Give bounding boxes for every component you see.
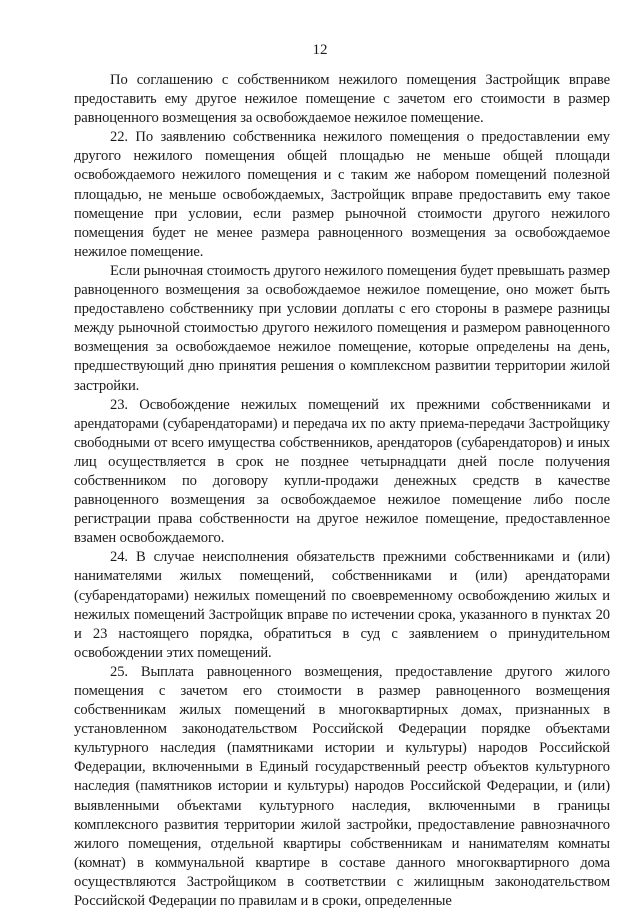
paragraph-exchange-agreement: По соглашению с собственником нежилого помещения Застройщик вправе предоставить ему другое нежилое помещение с зачетом его стоимости в размер равноценного возмещения за освобождаемое нежилое помещение. (74, 72, 610, 127)
page-number: 12 (312, 42, 328, 58)
paragraph-clause-22: 22. По заявлению собственника нежилого помещения о предоставлении ему другого нежилого помещения общей площадью не меньше общей площади освобождаемого нежилого помещения и с таким же набором помещений полезной площадью, не меньше освобождаемых, Застройщик вправе предоставить ему такое помещение при условии, если размер рыночной стоимости другого нежилого помещения будет не менее размера равноценного возмещения за освобождаемое нежилое помещение. (74, 129, 610, 260)
paragraph-clause-23: 23. Освобождение нежилых помещений их прежними собственниками и арендаторами (субарендаторами) и передача их по акту приема-передачи Застройщику свободными от всего имущества собственников, арендаторов (субарендаторов) и иных лиц осуществляется в срок не позднее четырнадцати дней после получения собственником по договору купли-продажи денежных средств в качестве равноценного возмещения за освобождаемое нежилое помещение либо после регистрации права собственности на другое нежилое помещение, предоставленное взамен освобождаемого. (74, 396, 610, 547)
paragraph-market-value-surcharge: Если рыночная стоимость другого нежилого помещения будет превышать размер равноценного возмещения за освобождаемое нежилое помещение, оно может быть предоставлено собственнику при условии доплаты с его стороны в размере разницы между рыночной стоимостью другого нежилого помещения и размером равноценного возмещения за освобождаемое нежилое помещение, которые определены на день, предшествующий дню принятия решения о комплексном развитии территории жилой застройки. (74, 262, 610, 394)
paragraph-clause-24: 24. В случае неисполнения обязательств прежними собственниками и (или) нанимателями жилых помещений, собственниками и (или) арендаторами (субарендаторами) нежилых помещений по своевременному освобождению жилых и нежилых помещений Застройщик вправе по истечении срока, указанного в пунктах 20 и 23 настоящего порядка, обратиться в суд с заявлением о принудительном освобождении этих помещений. (74, 549, 610, 661)
paragraph-clause-25: 25. Выплата равноценного возмещения, предоставление другого жилого помещения с зачетом его стоимости в размер равноценного возмещения собственникам жилых помещений в многоквартирных домах, признанных в установленном законодательством Российской Федерации порядке объектами культурного наследия (памятниками истории и культуры) народов Российской Федерации, включенными в Единый государственный реестр объектов культурного наследия (памятников истории и культуры) народов Российской Федерации, и (или) выявленными объектами культурного наследия, включенными в границы комплексного развития территории жилой застройки, предоставление равнозначного жилого помещения, отдельной квартиры собственникам и нанимателям комнаты (комнат) в коммунальной квартире в составе данного многоквартирного дома осуществляются Застройщиком в соответствии с жилищным законодательством Российской Федерации по правилам и в сроки, определенные (74, 663, 610, 910)
document-body (74, 71, 610, 911)
